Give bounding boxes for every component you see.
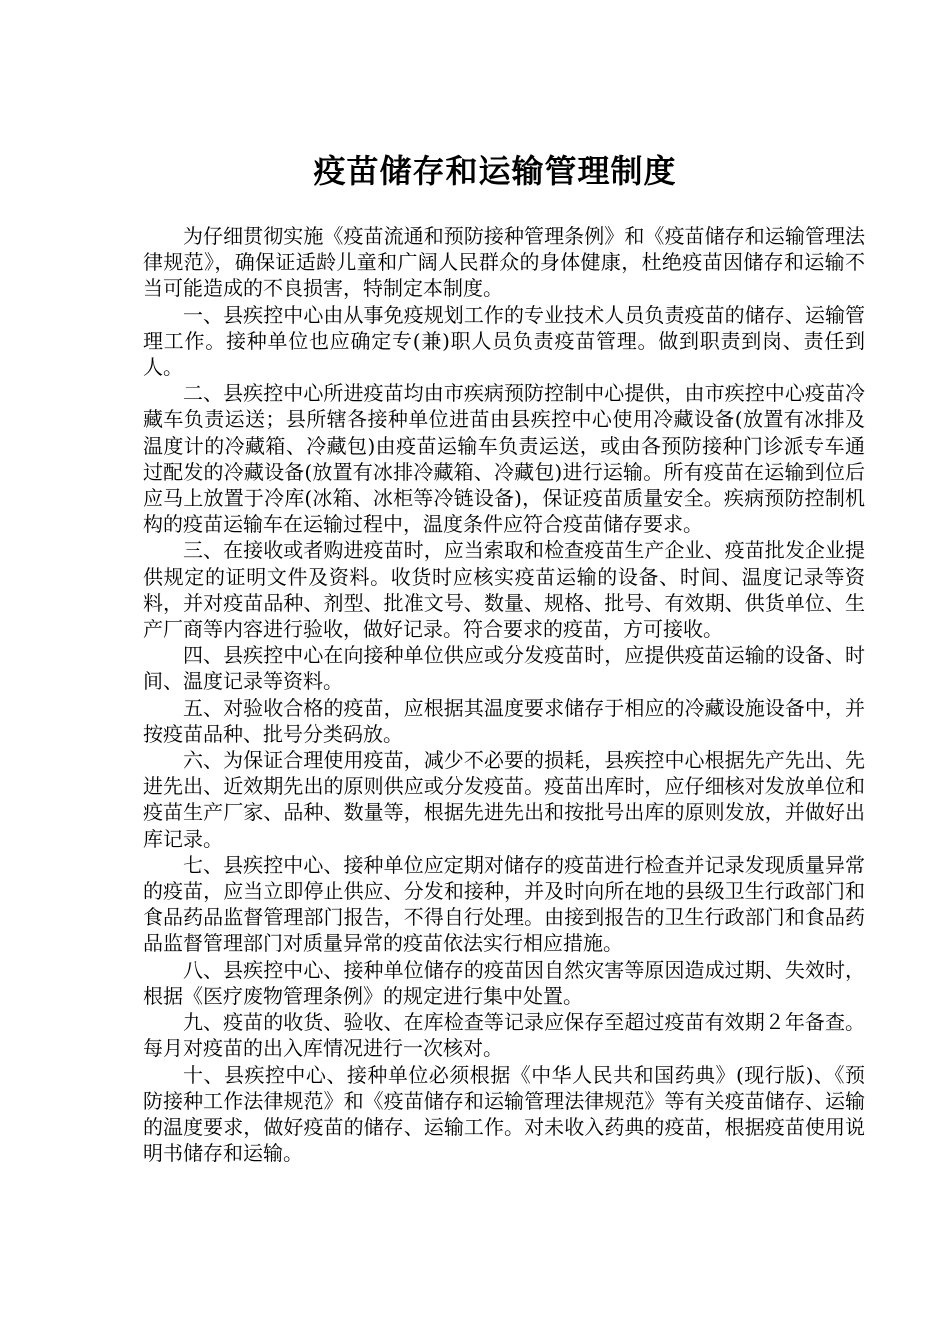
paragraph-2: 二、县疾控中心所进疫苗均由市疾病预防控制中心提供，由市疾控中心疫苗冷藏车负责运送；县所辖各接种单位进苗由县疾控中心使用冷藏设备(放置有冰排及温度计的冷藏箱、冷藏包)由疫苗运输车负责运送，或由各预防接种门诊派专车通过配发的冷藏设备(放置有冰排冷藏箱、冷藏包)进行运输。所有疫苗在运输到位后应马上放置于冷库(冰箱、冰柜等冷链设备)，保证疫苗质量安全。疾病预防控制机构的疫苗运输车在运输过程中，温度条件应符合疫苗储存要求。 [143, 381, 865, 537]
paragraph-1: 一、县疾控中心由从事免疫规划工作的专业技术人员负责疫苗的储存、运输管理工作。接种单位也应确定专(兼)职人员负责疫苗管理。做到职责到岗、责任到人。 [143, 302, 865, 380]
document-title: 疫苗储存和运输管理制度 [313, 152, 677, 191]
paragraph-4: 四、县疾控中心在向接种单位供应或分发疫苗时，应提供疫苗运输的设备、时间、温度记录等资料。 [143, 643, 865, 694]
paragraph-intro: 为仔细贯彻实施《疫苗流通和预防接种管理条例》和《疫苗储存和运输管理法律规范》，确保证适龄儿童和广阔人民群众的身体健康，杜绝疫苗因储存和运输不当可能造成的不良损害，特制定本制度。 [143, 224, 865, 301]
paragraph-3: 三、在接收或者购进疫苗时，应当索取和检查疫苗生产企业、疫苗批发企业提供规定的证明文件及资料。收货时应核实疫苗运输的设备、时间、温度记录等资料，并对疫苗品种、剂型、批准文号、数量、规格、批号、有效期、供货单位、生产厂商等内容进行验收，做好记录。符合要求的疫苗，方可接收。 [143, 538, 865, 642]
paragraph-6: 六、为保证合理使用疫苗，减少不必要的损耗，县疾控中心根据先产先出、先进先出、近效期先出的原则供应或分发疫苗。疫苗出库时，应仔细核对发放单位和疫苗生产厂家、品种、数量等，根据先进先出和按批号出库的原则发放，并做好出库记录。 [143, 748, 865, 851]
paragraph-10: 十、县疾控中心、接种单位必须根据《中华人民共和国药典》(现行版)、《预防接种工作法律规范》和《疫苗储存和运输管理法律规范》等有关疫苗储存、运输的温度要求，做好疫苗的储存、运输工作。对未收入药典的疫苗，根据疫苗使用说明书储存和运输。 [143, 1062, 865, 1166]
paragraph-7: 七、县疾控中心、接种单位应定期对储存的疫苗进行检查并记录发现质量异常的疫苗，应当立即停止供应、分发和接种，并及时向所在地的县级卫生行政部门和食品药品监督管理部门报告，不得自行处理。由接到报告的卫生行政部门和食品药品监督管理部门对质量异常的疫苗依法实行相应措施。 [143, 852, 865, 956]
paragraph-5: 五、对验收合格的疫苗，应根据其温度要求储存于相应的冷藏设施设备中，并按疫苗品种、批号分类码放。 [143, 695, 865, 746]
document-body [143, 223, 865, 1166]
paragraph-8: 八、县疾控中心、接种单位储存的疫苗因自然灾害等原因造成过期、失效时，根据《医疗废物管理条例》的规定进行集中处置。 [143, 957, 865, 1008]
paragraph-9: 九、疫苗的收货、验收、在库检查等记录应保存至超过疫苗有效期２年备查。每月对疫苗的出入库情况进行一次核对。 [143, 1010, 865, 1061]
